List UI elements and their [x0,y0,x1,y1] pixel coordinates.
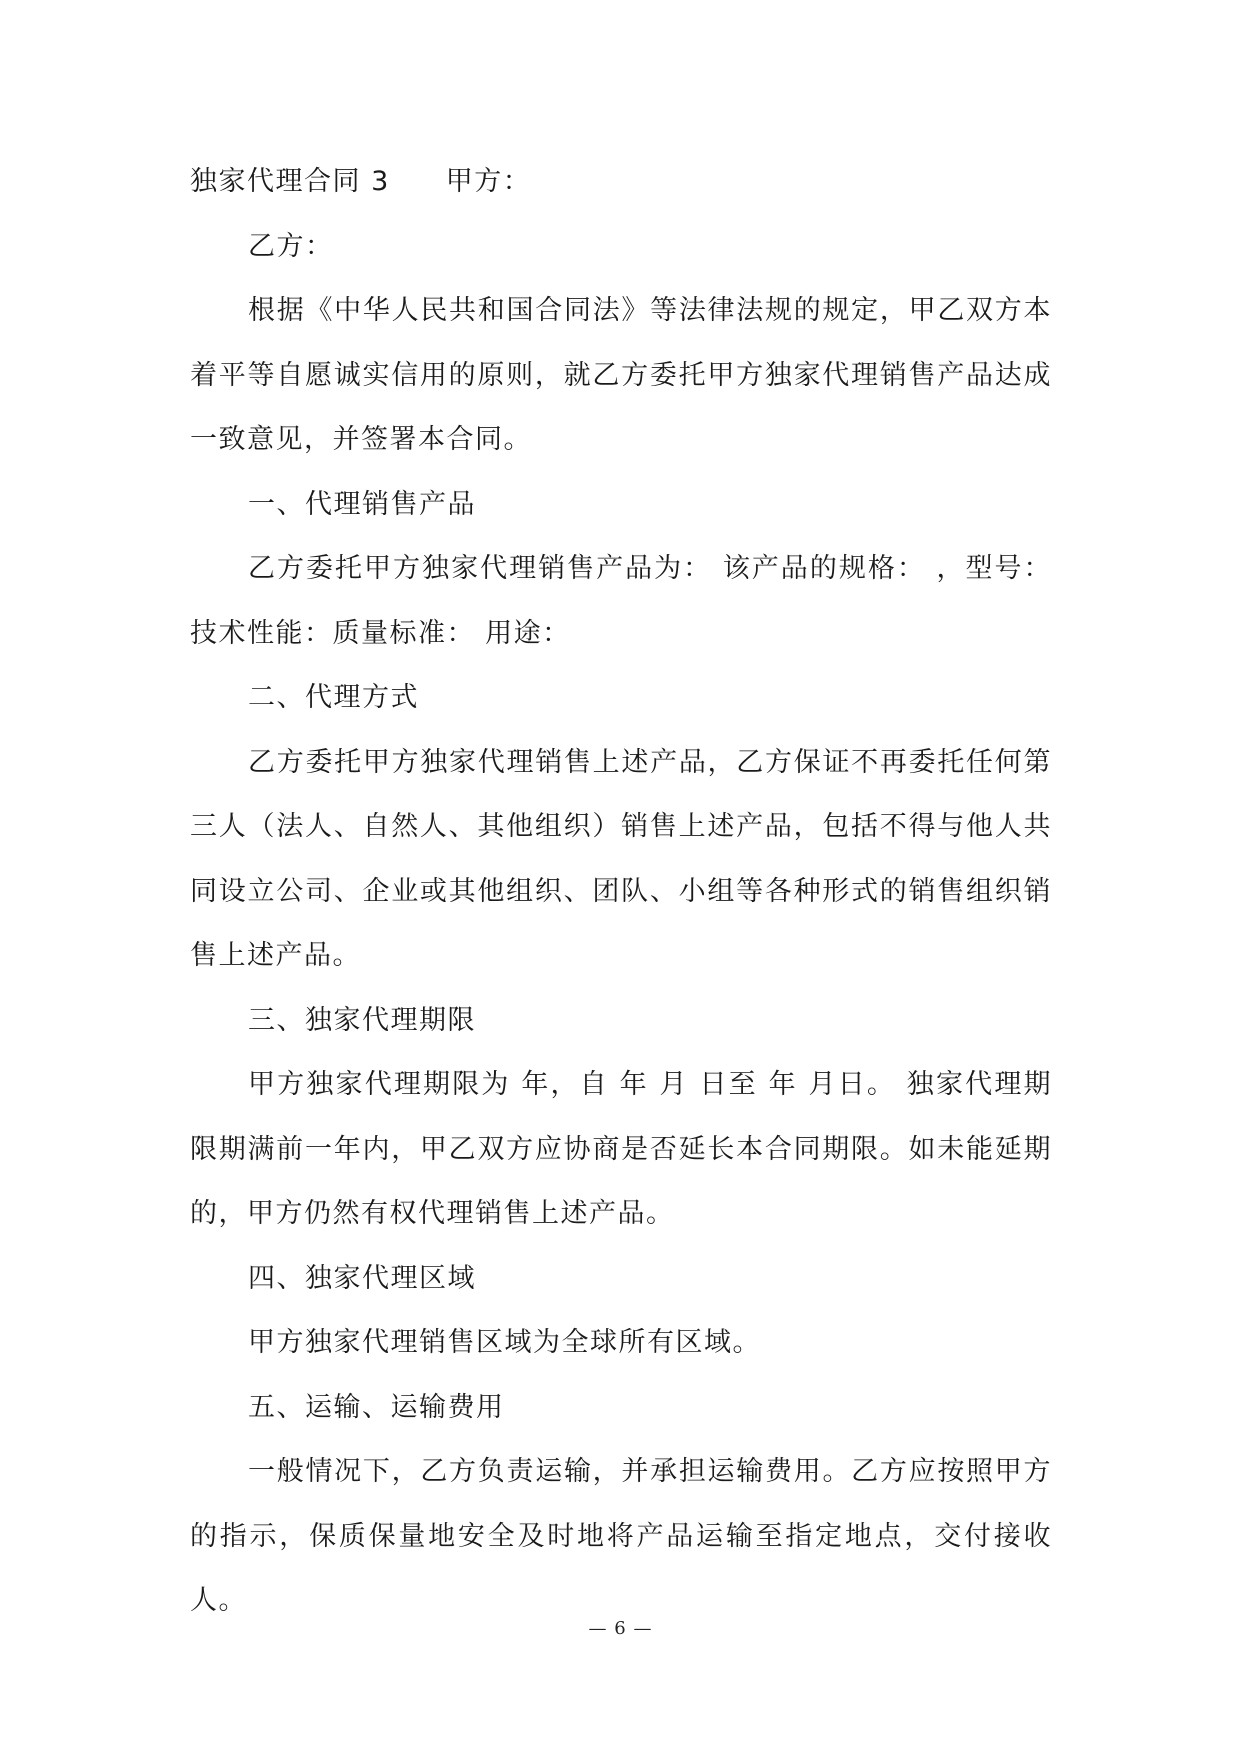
document-title: 独家代理合同 3 [190,166,390,197]
page-number: — 6 — [588,1618,653,1639]
intro-paragraph: 根据《中华人民共和国合同法》等法律法规的规定，甲乙双方本着平等自愿诚实信用的原则，就乙方委托甲方独家代理销售产品达成一致意见，并签署本合同。 [190,295,1052,455]
section-heading-2: 二、代理方式 [248,682,419,713]
title-line [190,150,1052,215]
section-body-5: 一般情况下，乙方负责运输，并承担运输费用。乙方应按照甲方的指示，保质保量地安全及时地将产品运输至指定地点，交付接收人。 [190,1456,1052,1616]
party-b-label: 乙方： [248,230,334,262]
section-heading-4: 四、独家代理区域 [248,1262,476,1294]
document-body [190,150,1052,1634]
section-body-1: 乙方委托甲方独家代理销售产品为： 该产品的规格： ，型号： 技术性能：质量标准： 用途： [190,553,1052,649]
section-body-2: 乙方委托甲方独家代理销售上述产品，乙方保证不再委托任何第三人（法人、自然人、其他组织）销售上述产品，包括不得与他人共同设立公司、企业或其他组织、团队、小组等各种形式的销售组织销售上述产品。 [190,746,1052,971]
section-heading-5: 五、运输、运输费用 [248,1391,505,1423]
section-heading-3: 三、独家代理期限 [248,1004,476,1036]
section-heading-1: 一、代理销售产品 [248,488,476,520]
section-body-3: 甲方独家代理期限为 年，自 年 月 日至 年 月日。 独家代理期限期满前一年内，甲乙双方应协商是否延长本合同期限。如未能延期的，甲方仍然有权代理销售上述产品。 [190,1069,1052,1229]
section-body-4: 甲方独家代理销售区域为全球所有区域。 [248,1327,761,1358]
party-a-label: 甲方： [445,166,532,197]
